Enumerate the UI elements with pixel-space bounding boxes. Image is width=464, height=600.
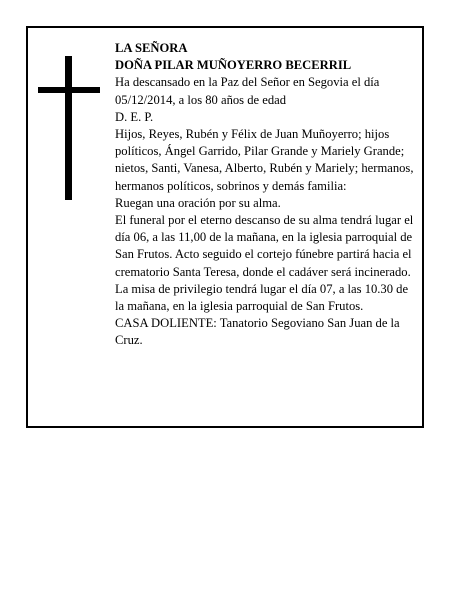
- cross-vertical-beam: [65, 56, 72, 200]
- obituary-text: [115, 40, 417, 350]
- family-list: Hijos, Reyes, Rubén y Félix de Juan Muñoyerro; hijos políticos, Ángel Garrido, Pilar Grande y Mariely Grande; nietos, Santi, Vanesa, Alberto, Rubén y Mariely; hermanos, hermanos políticos, sobrinos y demás familia:: [115, 127, 414, 193]
- prayer-request: Ruegan una oración por su alma.: [115, 195, 281, 210]
- funeral-details: El funeral por el eterno descanso de su alma tendrá lugar el día 06, a las 11,00 de la mañana, en la iglesia parroquial de San Frutos. Acto seguido el cortejo fúnebre partirá hacia el crematorio Santa Teresa, donde el cadáver será incinerado. La misa de privilegio tendrá lugar el día 07, a las 10.30 de la mañana, en la iglesia parroquial de San Frutos.: [115, 213, 414, 314]
- deceased-name: DOÑA PILAR MUÑOYERRO BECERRIL: [115, 58, 352, 73]
- obituary-heading: LA SEÑORA: [115, 41, 188, 55]
- funeral-home: CASA DOLIENTE: Tanatorio Segoviano San Juan de la Cruz.: [115, 316, 400, 348]
- rip-abbreviation: D. E. P.: [115, 109, 154, 124]
- obituary-notice: [26, 26, 424, 428]
- cross-horizontal-beam: [38, 87, 100, 93]
- death-announcement: Ha descansado en la Paz del Señor en Segovia el día 05/12/2014, a los 80 años de edad: [115, 75, 380, 107]
- cross-icon: [38, 56, 100, 200]
